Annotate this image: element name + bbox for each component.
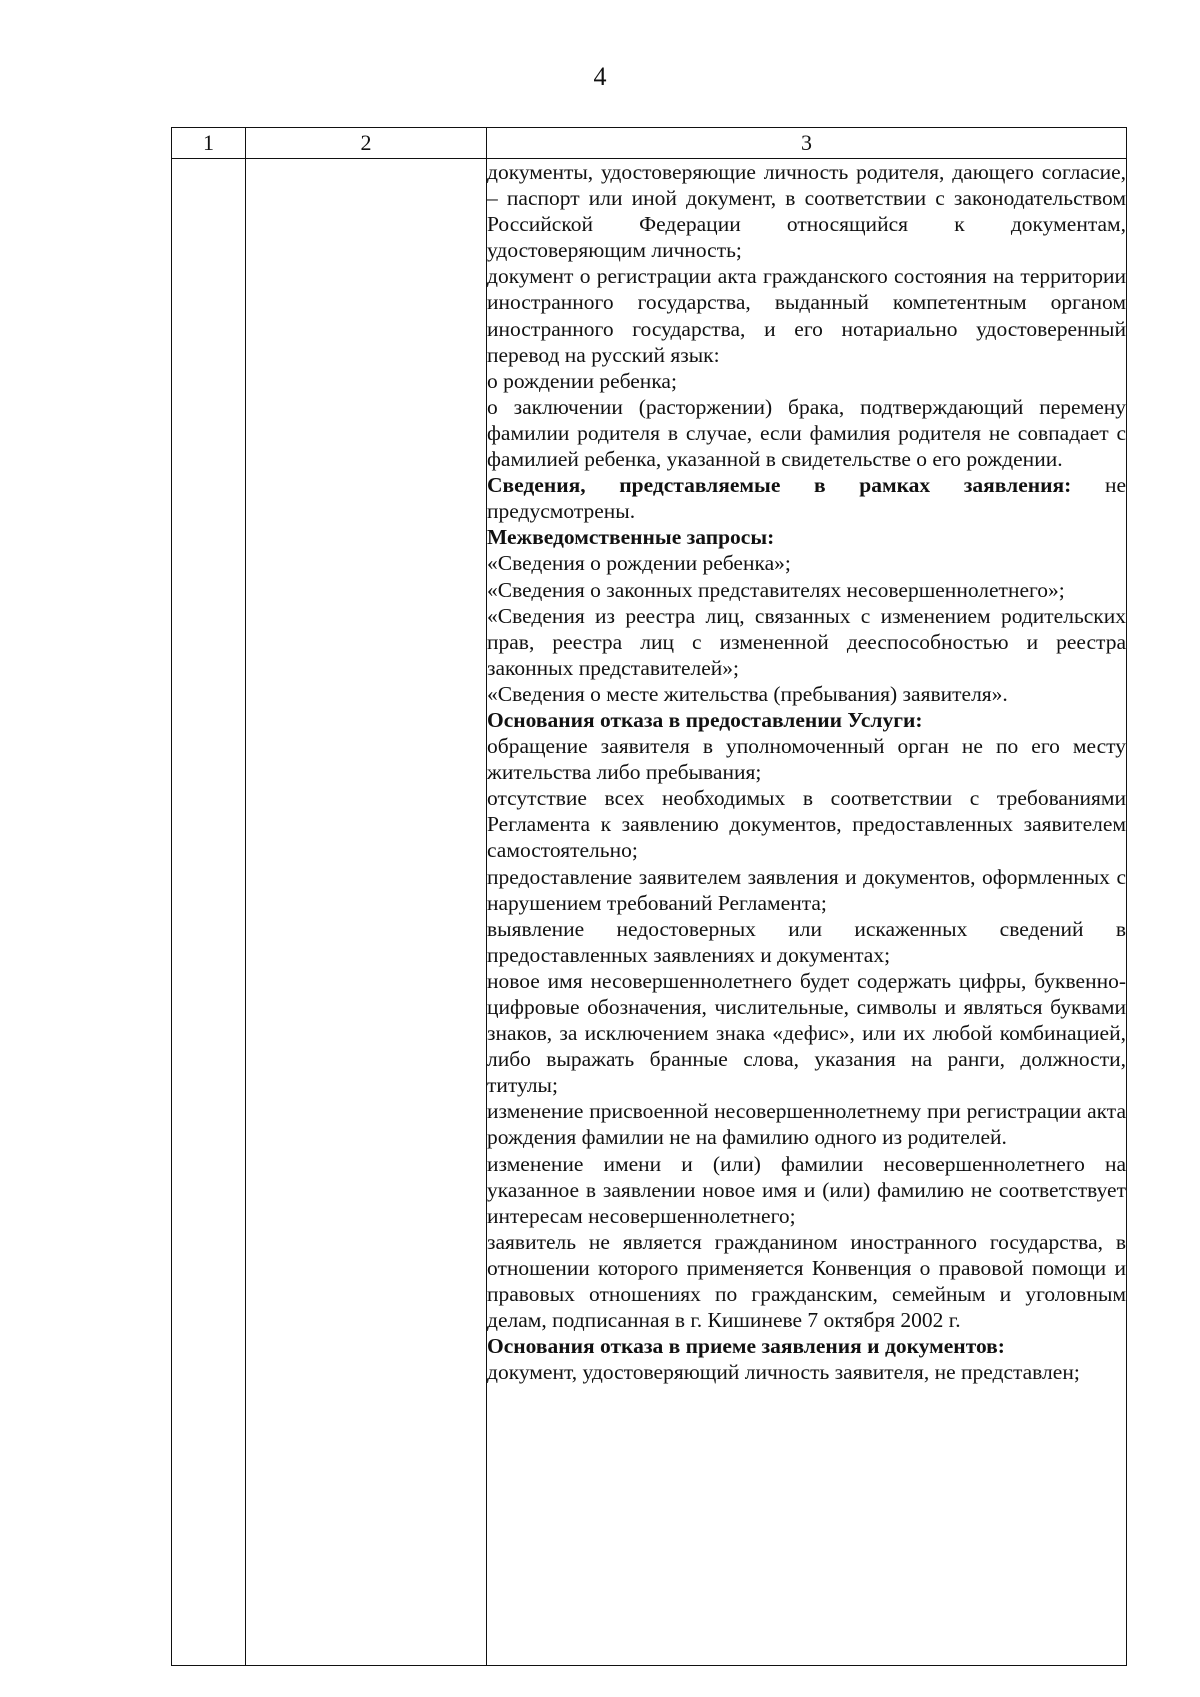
paragraph (487, 159, 1126, 263)
paragraph-text: изменение имени и (или) фамилии несовершеннолетнего на указанное в заявлении новое имя и (или) фамилию не соответствует интересам несовершеннолетнего; (487, 1151, 1126, 1228)
paragraph (487, 785, 1126, 863)
paragraph-text: «Сведения о законных представителях несовершеннолетнего»; (487, 577, 1065, 602)
paragraph (487, 1229, 1126, 1333)
paragraph-heading: Основания отказа в приеме заявления и документов: (487, 1334, 1005, 1359)
paragraph (487, 707, 1126, 733)
paragraph (487, 472, 1126, 524)
paragraph (487, 1151, 1126, 1229)
paragraph (487, 394, 1126, 472)
paragraph (487, 603, 1126, 681)
paragraph-text: выявление недостоверных или искаженных сведений в предоставленных заявлениях и документах; (487, 916, 1126, 967)
paragraph (487, 1359, 1126, 1385)
paragraph-text: не предусмотрены. (487, 473, 1126, 524)
table-header-row (172, 128, 1127, 159)
paragraph-text: «Сведения о рождении ребенка»; (487, 551, 791, 576)
paragraph-text: новое имя несовершеннолетнего будет содержать цифры, буквенно-цифровые обозначения, числительные, символы и являться буквами знаков, за исключением знака «дефис», или их любой комбинацией, либо выражать бранные слова, указания на ранги, должности, титулы; (487, 968, 1126, 1098)
paragraph-text: документ, удостоверяющий личность заявителя, не представлен; (487, 1360, 1080, 1385)
column-header-2: 2 (246, 128, 487, 159)
page-number: 4 (593, 62, 607, 91)
paragraph-text: о заключении (расторжении) брака, подтверждающий перемену фамилии родителя в случае, если фамилия родителя не совпадает с фамилией ребенка, указанной в свидетельстве о его рождении. (487, 394, 1126, 472)
column-header-1: 1 (172, 128, 246, 159)
paragraph-text: предоставление заявителем заявления и документов, оформленных с нарушением требований Регламента; (487, 864, 1126, 915)
paragraph-text: «Сведения о месте жительства (пребывания) заявителя». (487, 681, 1008, 706)
paragraph-text: о рождении ребенка; (487, 368, 677, 393)
paragraph (487, 550, 1126, 576)
paragraph-heading: Основания отказа в предоставлении Услуги: (487, 707, 923, 732)
paragraph (487, 1098, 1126, 1150)
paragraph-text: отсутствие всех необходимых в соответствии с требованиями Регламента к заявлению документов, предоставленных заявителем самостоятельно; (487, 786, 1126, 863)
paragraph-text: документ о регистрации акта гражданского состояния на территории иностранного государства, выданный компетентным органом иностранного государства, и его нотариально удостоверенный перевод на русский язык: (487, 264, 1126, 367)
paragraph (487, 524, 1126, 550)
column-header-3: 3 (487, 128, 1127, 159)
table-cell-col3 (487, 159, 1127, 1666)
paragraph (487, 968, 1126, 1098)
paragraph (487, 263, 1126, 367)
paragraph (487, 1333, 1126, 1359)
paragraph-heading: Сведения, представляемые в рамках заявления: (487, 473, 1072, 498)
paragraph (487, 864, 1126, 916)
paragraph (487, 577, 1126, 603)
paragraph (487, 368, 1126, 394)
table-row (172, 159, 1127, 1666)
paragraph-text: обращение заявителя в уполномоченный орган не по его месту жительства либо пребывания; (487, 734, 1126, 785)
regulation-table (171, 127, 1127, 1666)
paragraph (487, 733, 1126, 785)
table-cell-col1 (172, 159, 246, 1666)
paragraph-text: документы, удостоверяющие личность родителя, дающего согласие, – паспорт или иной документ, в соответствии с законодательством Российской Федерации относящийся к документам, удостоверяющим личность; (487, 160, 1126, 263)
paragraph (487, 916, 1126, 968)
paragraph-text: «Сведения из реестра лиц, связанных с изменением родительских прав, реестра лиц с измененной дееспособностью и реестра законных представителей»; (487, 603, 1126, 680)
paragraph (487, 681, 1126, 707)
paragraph-heading: Межведомственные запросы: (487, 525, 775, 550)
paragraph-text: изменение присвоенной несовершеннолетнему при регистрации акта рождения фамилии не на фамилию одного из родителей. (487, 1099, 1126, 1150)
paragraph-text: заявитель не является гражданином иностранного государства, в отношении которого применяется Конвенция о правовой помощи и правовых отношениях по гражданским, семейным и уголовным делам, подписанная в г. Кишиневе 7 октября 2002 г. (487, 1229, 1126, 1333)
table-cell-col2 (246, 159, 487, 1666)
